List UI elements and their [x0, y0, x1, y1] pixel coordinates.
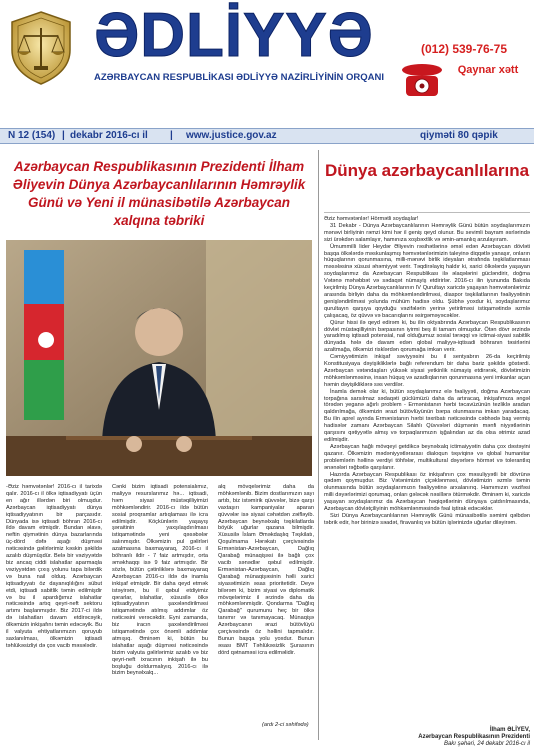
- newspaper-brand: ƏDLİYYƏ: [94, 1, 374, 70]
- article-column-1: [6, 484, 102, 730]
- sidebar-paragraph: Ümummilli lider Heydər Əliyevin rəsihətlərinə əməl edən Azərbaycan dövləti başqa ölkələrdə məskunlaşmış həmvətənlərimizin taleyinə diqqətlə yanaşır, onların hüquqlarının qorunmasına, milli-mənəvi birlik ideyaları ətrafında təşkilatlanması məsələsinə xüsusi əhəmiyyət verir. Təqdirəlayiq haldır ki, xarici ölkələrdə yaşayan soydaşlarımız da Azərbaycan Respublikası ilə əlaqələrini gücləndirir, doğma Vətənə məhəbbət və sədaqət nümayiş etdirirlər. 2016-cı ilin iyununda Bakıda keçirilmiş Dünya Azərbaycanlılarının IV Qurultayı xaricdə yaşayan həmvətənlərimiz arasında birliyin daha da möhkəmləndirilməsi, diaspor təşkilatlarının fəaliyyətinin genişləndirilməsi yolunda mühüm hadisə oldu. Şübhə yoxdur ki, soydaşlarımız qurultayın qarşıya qoyduğu vəzifələrin yerinə yetirilməsi istiqamətində əzmlə çalışacaq, öz qüvvə və bacarıqlarını əsirgəməyəcəklər.: [324, 243, 530, 319]
- signature-title: Azərbaycan Respublikasının Prezidenti: [418, 734, 530, 740]
- website-link[interactable]: www.justice.gov.az: [186, 130, 277, 141]
- signature-block: [324, 727, 530, 748]
- issue-separator: |: [62, 130, 65, 141]
- sidebar-divider: [324, 212, 530, 213]
- sidebar-paragraph: Hazırda Azərbaycan Respublikası öz inkişafının çox məsuliyyətli bir dövrünə qədəm qoymuşdur. Biz Vətənimizin çiçəklənməsi, dövlətimizin əzmlə təmin olunmasında bütün soydaşlarımızın fəaliyyətinə arxalanırıq. Hamımızın vəzifəsi milli dəyərlərimizi qorumaq, onları gələcək nəsillərə ötürməkdir. Əminəm ki, xaricdə yaşayan soydaşlarımız da Azərbaycan həqiqətlərinin dünyaya çatdırılmasında, Azərbaycan dövlətçiliyinin möhkəmlənməsində fəal iştirak edəcəklər.: [324, 471, 530, 513]
- article-column-2: [112, 484, 208, 730]
- sidebar-paragraph: Azərbaycan hağlı mövqeyi getdikcə beynəlxalq ictimaiyyətin daha çox dəstəyini qazanır. Ölkəmizin mədəniyyətlərarası dialoqun təşviqinə və qlobal humanitar problemlərin həllinə verdiyi töhfələr, multikultural dəyərlərə hörmət və tolerantlıq ənənələri rəğbətlə qarşılanır.: [324, 443, 530, 471]
- signature-name: İlham ƏLİYEV,: [489, 727, 530, 733]
- article-paragraph: alq mövqelərimiz daha da möhkəmlənib. Bizim dostlarımızın sayı artıb, biz istəmirik qüvvələr, bizə qarşı vaxtaşırı kampaniyalar aparan qüvvələr isə siyasi cəhətdən zəifləyib. Azərbaycan beynəlxalq təşkilatlarda böyük uğurlar qazana bilmişdir. Xüsusilə İslam Əməkdaşlıq Təşkilatı, Qoşulmama Hərəkatı çərçivəsində Ermənistan-Azərbaycan, Dağlıq Qarabağ münaqişəsi ilə bağlı çox vacib sənədlər qəbul edilmişdir. Ermənistan-Azərbaycan, Dağlıq Qarabağ münaqişəsinin həlli xarici siyasətimizin əsas prioritetidir. Deyə bilərəm ki, bizim siyasi və diplomatik mövqelərimiz il ərzində daha da möhkəmlənmişdir. Qondarma "Dağlıq Qarabağ" qurumunu heç bir ölkə tanımır və tanımayacaq. Münaqişə Azərbaycanın ərazi bütövlüyü çərçivəsində öz həllini tapmalıdır. Bunun başqa yolu yoxdur. Bunun əsası BMT Təhlükəsizlik Şurasının dörd qətnaməsi icra edilməlidir.: [218, 484, 314, 656]
- issue-number: N 12 (154): [8, 130, 56, 141]
- masthead: [0, 0, 534, 100]
- sidebar-paragraph: Qürur hissi ilə qeyd edirəm ki, bu ilin oktyabrında Azərbaycan Respublikasının dövlət müstəqilliyinin bərpasının iyirmi beş ili tamam olmuşdur. Ötən dövr ərzində yaradılmış iqtisadi potensial, nail olduğumuz sosial tərəqqi və ictimai-siyasi sabitlik dünyada hələ də davam edən qlobal maliyyə-iqtisadi böhranın təsirlərini azaltmağa, ölkəmizi risklərdən qorumağa imkan verir.: [324, 319, 530, 354]
- main-headline: Azərbaycan Respublikasının Prezidenti İlham Əliyevin Dünya Azərbaycanlılarının Həmrəylik Günü və Yeni il münasibətilə Azərbaycan xalqına təbriki: [12, 159, 306, 228]
- article-paragraph: Cənki bizim iqtisadi potensialımız, maliyyə resurslarımız hə... iqtisadi, həm siyasi müstəqilliyimizi möhkəmləndirir. 2016-cı ildə bütün sosial proqramlar artıqlaması ilə icra edilmişdir. Köçkünlərin yaşayış şəraitinin yaxşılaşdırılması istiqamətində yeni qəsəbələr salınmışdır. Ölkəmizin pul gəlirləri azalmasına baxmayaraq, 2016-cı il böhranlı ildir - 7 faiz artmışdır, orta əməkhaqqı isə 9 faiz artmışdır. Bir sözlə, bütün çətinliklərə baxmayaraq Azərbaycan 2016-cı ildə də inamla inkişaf etmişdir. Bir daha qeyd etmək istəyirəm, bu il qəbul etdiyimiz qərarlar, islahatlar, xüsusilə ölkə iqtisadiyyatının şaxələndirilməsi istiqamətində atılmış addımlar öz nəticəsini verəcəkdir. Eyni zamanda, biz iracın şaxələndirilməsi istiqamətində çox önəmli addımlar atmışıq. Əminəm ki, bütün bu islahatlar aşağı düşməsi nəticəsində bizim valyuta gəlirlərimiz azalıb və biz qeyri-neft ixracının inkişafı ilə bu boşluğu doldurmalıyıq. 2016-cı ilə bizim beynəlxalq...: [112, 484, 208, 677]
- sidebar-paragraph: Cəmiyyətimizin inkişaf səviyyəsini bu il sentyabrın 26-da keçirilmiş Konstitusiyaya dəyişikliklərlə bağlı referendum bir daha bariz şəkildə göstərdi. Azərbaycan vətəndaşları yüksək siyasi yetkinlik nümayiş etdirərək, dövlətimizin möhkəmlənməsinə, insan hüquq və azadlıqlarının qorunmasına yeni imkanlar açan həmin dəyişikliklərə səs verdilər.: [324, 354, 530, 388]
- sidebar-paragraph: İnamla demək olar ki, bütün soydaşlarımız elə fəaliyyəti, doğma Azərbaycan torpağına sarsılmaz sədaqəti güclümüzü daha da artıracaq, inkişafımıza əngəl törədən yeganə ağırlı problem - Ermənistanın hərbi təcavüzünün tezliklə aradan qaldırılmağa, ölkəmizin ərazi bütövlüyünün bərpa olunmasına imkan yaradacaq. Bu ilin aprel ayında Ermənistanın hərbi təxribatı nəticəsində cəbhədə baş vermiş hadisələr zamanı Azərbaycan Silahlı Qüvvələri düşmənin mənfi niyyətlərinin qarşısını qətiyyətlə almış və torpaqlarımızın işğalından az da olsa ətrimiz azad edilmişdir.: [324, 388, 530, 443]
- column-divider: [318, 150, 319, 740]
- hotline-phone[interactable]: (012) 539-76-75: [420, 42, 508, 56]
- hotline-label: Qaynar xətt: [457, 64, 519, 76]
- article-column-3: [218, 484, 314, 716]
- newspaper-subtitle: AZƏRBAYCAN RESPUBLİKASI ƏDLİYYƏ NAZİRLİYİNİN ORQANI: [93, 72, 385, 83]
- article-paragraph: -Əziz həmvətənlər! 2016-cı il tarixdə qalır. 2016-cı il ölkə iqtisadiyyatı üçün en ağır illərdən biri olmuşdur. Azərbaycan iqtisadiyyatı dünya iqtisadiyyatının bir parçasıdır. Dünyada isə iqtisadi böhran 2016-cı ildə davam etmişdir. Bundan əlavə, neftin qiymətinin dünya bazarlarında üç-dörd dəfə aşağı düşməsi nəticəsində gəlirlərimiz kəskin şəkildə azalıb düşmüşdür. Belə bir vəziyyətdə biz ancaq ciddi islahatlar aparmaqla vəziyyətdən çıxış yolunu tapa bilərdik və buna nail olduq. Azərbaycan iqtisadiyyatı öz dayanıqlılığını sübut etdi, iqtisadi sabitlik təmin edilmişdir və bu il apardığımız islahatlar nəticəsində artıq qeyri-neft sektoru artımı başlanmışdır. Biz 2017-ci ildə də islahatları davam etdirəcəyik, ölkəmizin inkişafını təmin edəcəyik. Bu il valyuta ehtiyatlarımızın qoruyub saxlanılması, ölkəmizin iqtisadi təhlükəsizliyi də çox vacib məsələdir.: [6, 484, 102, 649]
- signature-place: Bakı şəhəri, 24 dekabr 2016-cı il: [443, 741, 530, 747]
- issue-separator: |: [170, 130, 173, 141]
- justice-emblem-icon: [6, 10, 76, 86]
- president-photo: [6, 240, 312, 476]
- sidebar-paragraph: Əziz həmvətənlər! Hörmətli soydaşlar!: [324, 216, 419, 222]
- sidebar-paragraph: 31 Dekabr - Dünya Azərbaycanlılarının Həmrəylik Günü bütün soydaşlarımızın mənəvi birliyinin rəmzi kimi hər il geniş qeyd olunur. Bu sevimli bayram əsrlərində sizi ürəkdən salamlayır, hamınıza xoşbəxtlik və əmin-amanlıq arzulayıram.: [324, 222, 530, 243]
- continued-note: (ardı 2-ci səhifədə): [262, 722, 309, 728]
- sidebar-paragraph: Sizi Dünya Azərbaycanlılarının Həmrəylik Günü münasibətilə səmimi qəlbdən təbrik edir, hər birinizə səadət, firavanlıq və bütün işlərinizdə uğurlar diləyirəm.: [324, 512, 530, 526]
- sidebar-article: [324, 216, 530, 724]
- issue-date: dekabr 2016-cı il: [70, 130, 148, 141]
- telephone-icon: [398, 60, 446, 100]
- sidebar-title: Dünya azərbaycanlılarına: [324, 161, 530, 180]
- issue-bar: [0, 128, 534, 144]
- issue-price: qiymәti 80 qәpik: [420, 130, 498, 141]
